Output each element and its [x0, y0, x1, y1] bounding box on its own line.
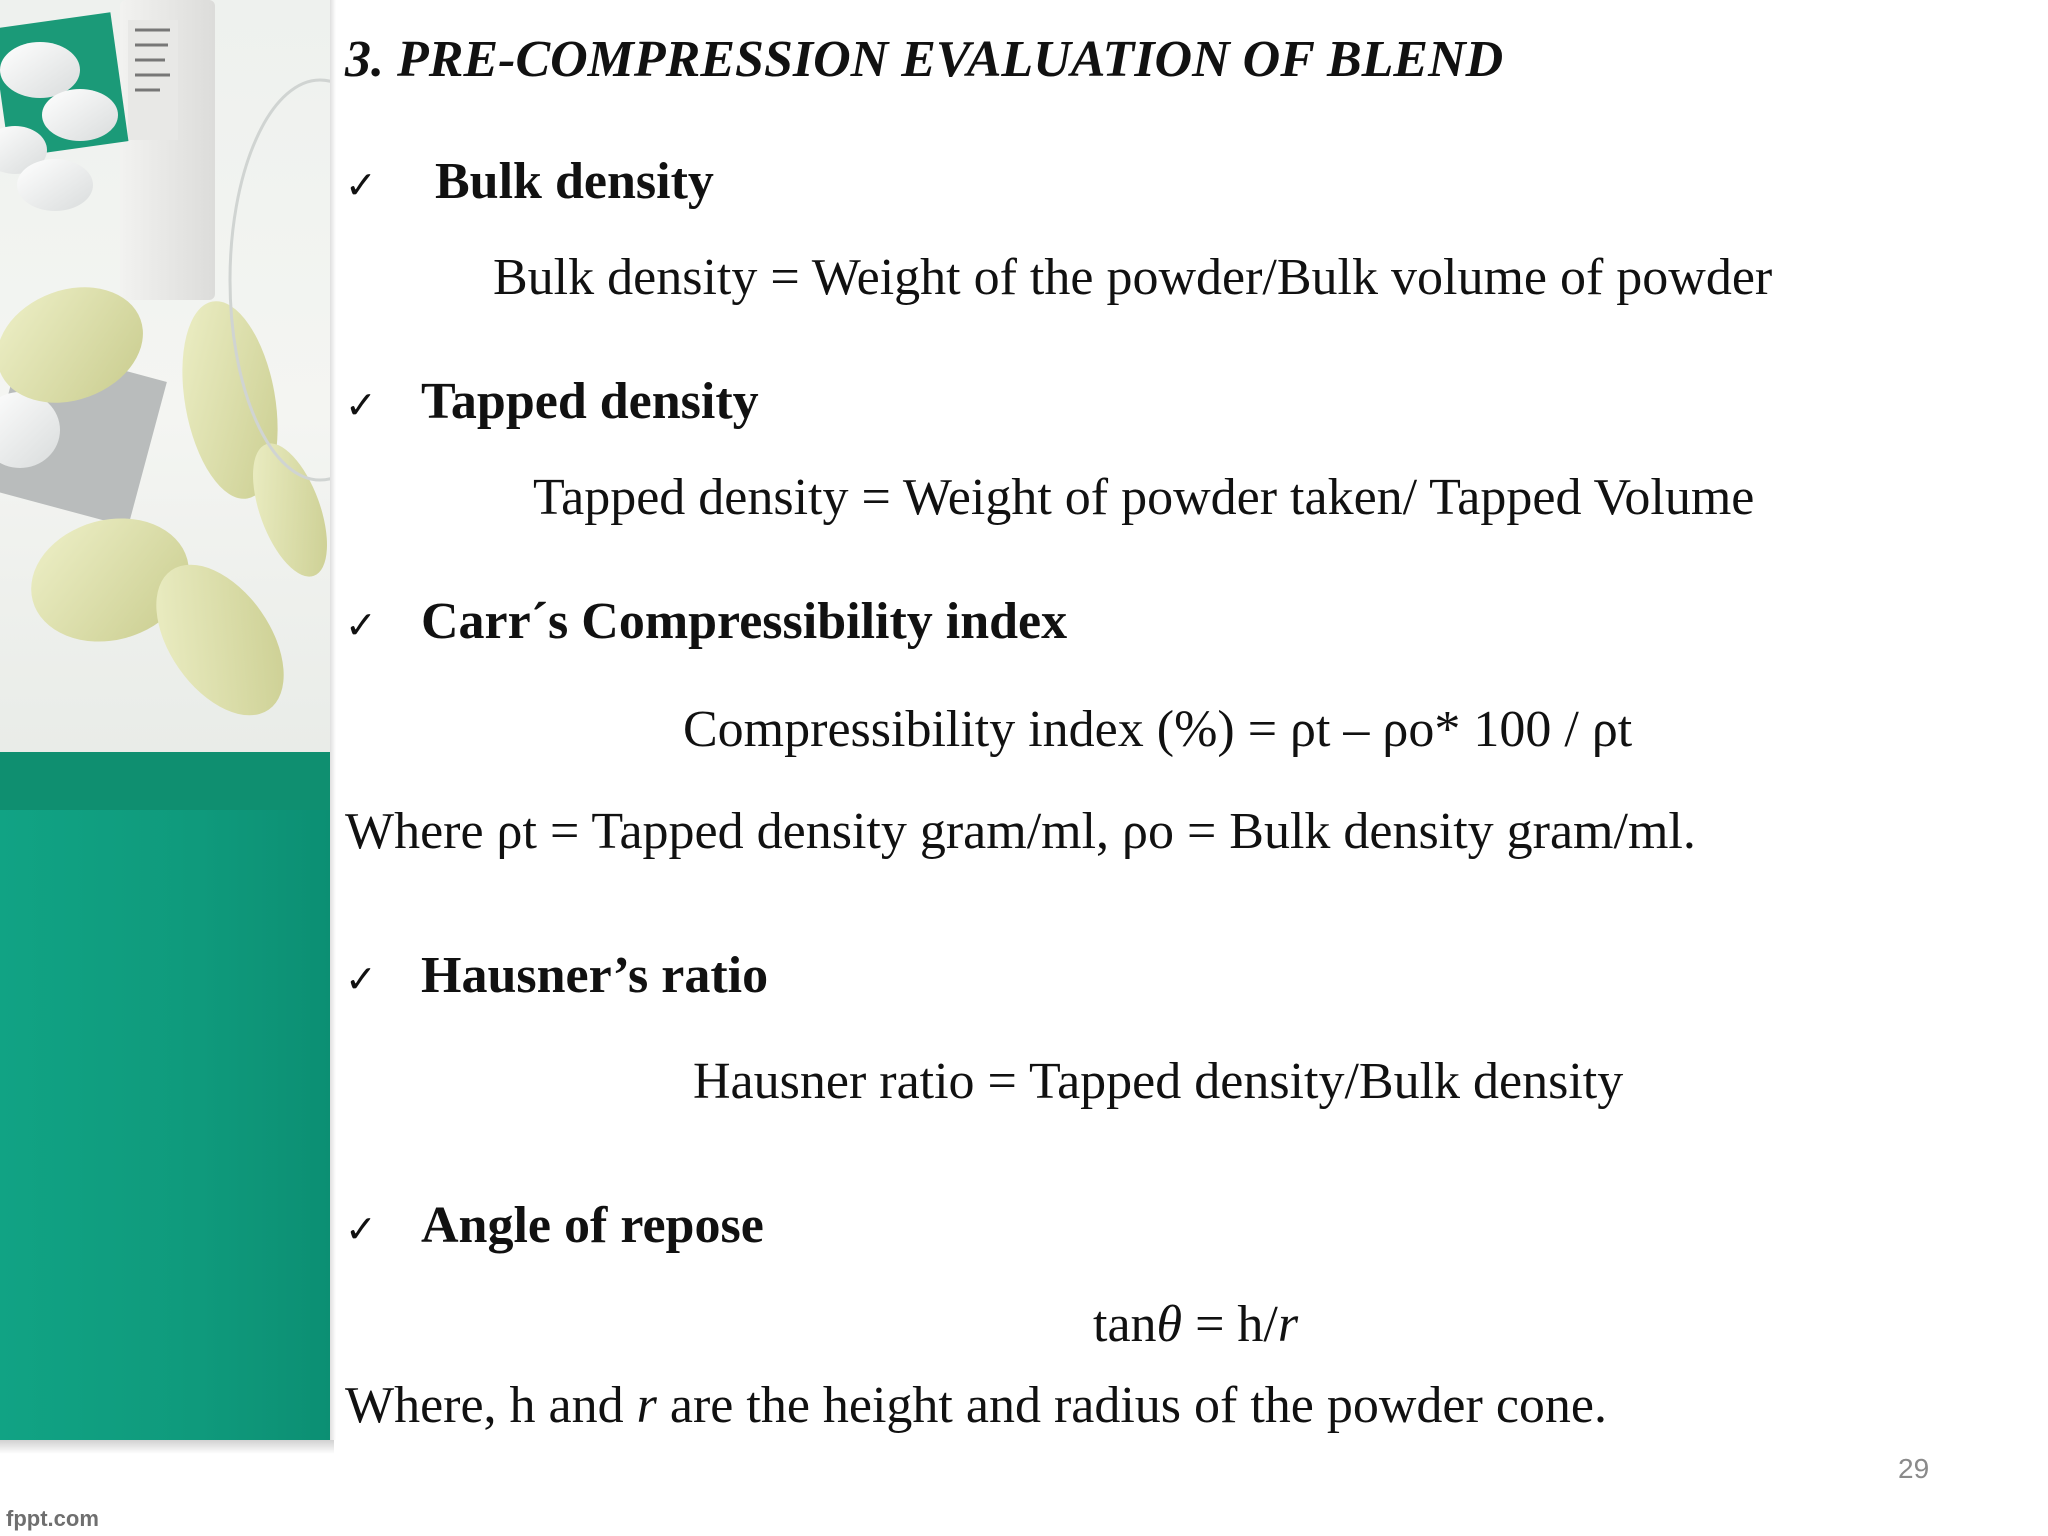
bullet-carr-index: [345, 592, 1067, 651]
bullet-heading: Carr´s Compressibility index: [421, 593, 1068, 650]
checkmark-icon: ✓: [345, 163, 377, 207]
checkmark-icon: ✓: [345, 957, 377, 1001]
bullet-hausner-ratio: [345, 946, 768, 1005]
green-panel: [0, 810, 330, 1440]
bullet-heading: Bulk density: [435, 153, 714, 210]
note-suffix: are the height and radius of the powder cone.: [656, 1377, 1607, 1434]
tapped-density-formula: Tapped density = Weight of powder taken/ Tapped Volume: [533, 469, 1755, 526]
angle-of-repose-formula: [1093, 1295, 1298, 1354]
formula-r: r: [1277, 1296, 1299, 1353]
page-number: 29: [1898, 1453, 1930, 1484]
bullet-bulk-density: [345, 152, 714, 211]
bullet-heading: Hausner’s ratio: [421, 947, 769, 1004]
bullet-tapped-density: [345, 372, 759, 431]
green-band: [0, 752, 330, 810]
decorative-side-panel: [0, 0, 334, 1536]
carr-index-note: Where ρt = Tapped density gram/ml, ρo = Bulk density gram/ml.: [345, 803, 1696, 860]
bulk-density-formula: Bulk density = Weight of the powder/Bulk volume of powder: [493, 249, 1773, 306]
hausner-ratio-formula: Hausner ratio = Tapped density/Bulk density: [693, 1053, 1624, 1110]
formula-tan: tan: [1093, 1296, 1157, 1353]
compressibility-index-formula: Compressibility index (%) = ρt – ρo* 100 / ρt: [683, 701, 1633, 758]
pills-photo: [0, 0, 330, 752]
angle-of-repose-note: [345, 1376, 1607, 1435]
note-prefix: Where, h and: [345, 1377, 637, 1434]
checkmark-icon: ✓: [345, 603, 377, 647]
slide-title: 3. PRE-COMPRESSION EVALUATION OF BLEND: [345, 31, 1504, 88]
panel-shadow: [330, 0, 336, 1440]
note-r: r: [636, 1377, 657, 1434]
bullet-angle-of-repose: [345, 1196, 764, 1255]
formula-equals-h: = h/: [1182, 1296, 1278, 1353]
bullet-heading: Tapped density: [421, 373, 759, 430]
formula-theta: θ: [1156, 1296, 1183, 1353]
pills-illustration: [0, 0, 330, 752]
checkmark-icon: ✓: [345, 1207, 377, 1251]
bullet-heading: Angle of repose: [421, 1197, 764, 1254]
watermark: fppt.com: [6, 1506, 99, 1531]
panel-bottom-shadow: [0, 1440, 334, 1454]
checkmark-icon: ✓: [345, 383, 377, 427]
